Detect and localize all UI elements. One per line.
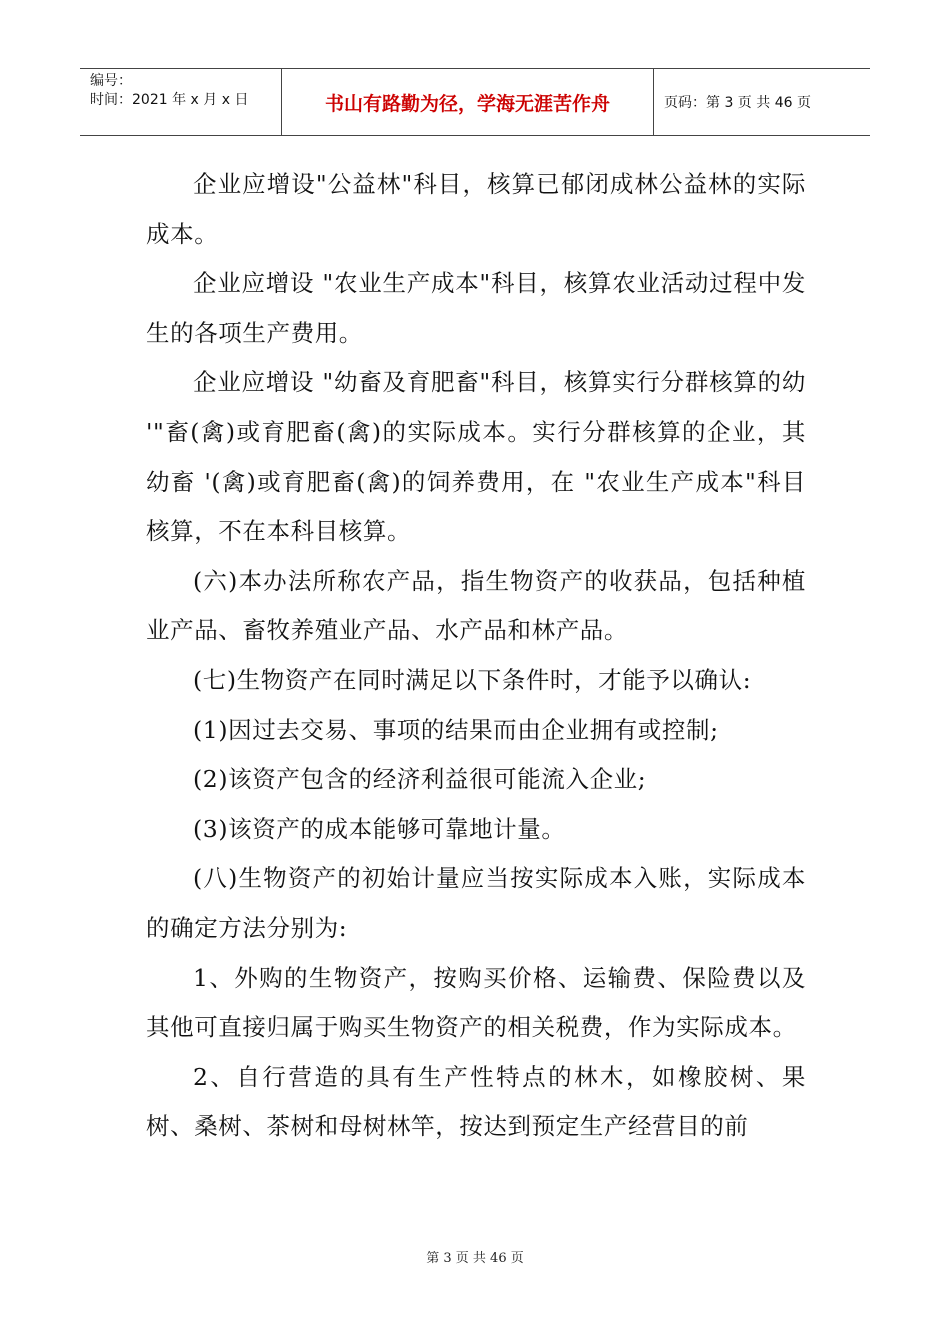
page-header <box>80 68 870 136</box>
header-page-info: 页码：第 3 页 共 46 页 <box>664 95 811 111</box>
paragraph: 企业应增设 "幼畜及育肥畜"科目，核算实行分群核算的幼 '"畜(禽)或育肥畜(禽)的实际成本。实行分群核算的企业，其幼畜 '(禽)或育肥畜(禽)的饲养费用，在 "农业生产成本"科目核算，不在本科目核算。 <box>146 368 806 546</box>
header-motto: 书山有路勤为径，学海无涯苦作舟 <box>282 69 654 135</box>
paragraph: 1、外购的生物资产，按购买价格、运输费、保险费以及其他可直接归属于购买生物资产的相关税费，作为实际成本。 <box>146 963 806 1042</box>
paragraph: (2)该资产包含的经济利益很可能流入企业; <box>193 765 647 794</box>
paragraph: 2、自行营造的具有生产性特点的林木，如橡胶树、果树、桑树、茶树和母树林竿，按达到预定生产经营目的前 <box>146 1062 806 1141</box>
paragraph: (3)该资产的成本能够可靠地计量。 <box>193 814 566 843</box>
paragraph: (1)因过去交易、事项的结果而由企业拥有或控制; <box>193 715 719 744</box>
paragraph: (六)本办法所称农产品，指生物资产的收获品，包括种植业产品、畜牧养殖业产品、水产品和林产品。 <box>146 566 806 645</box>
paragraph: (八)生物资产的初始计量应当按实际成本入账，实际成本的确定方法分别为: <box>146 864 806 942</box>
paragraph: (七)生物资产在同时满足以下条件时，才能予以确认: <box>193 665 752 694</box>
page-footer: 第 3 页 共 46 页 <box>426 1251 524 1266</box>
header-left-cell <box>80 69 282 135</box>
document-number-label: 编号： <box>90 73 132 89</box>
paragraph: 企业应增设 "农业生产成本"科目，核算农业活动过程中发生的各项生产费用。 <box>146 269 806 347</box>
document-body <box>146 160 806 1152</box>
paragraph: 企业应增设"公益林"科目，核算已郁闭成林公益林的实际成本。 <box>146 170 806 248</box>
document-date: 时间：2021 年 x 月 x 日 <box>90 92 249 108</box>
